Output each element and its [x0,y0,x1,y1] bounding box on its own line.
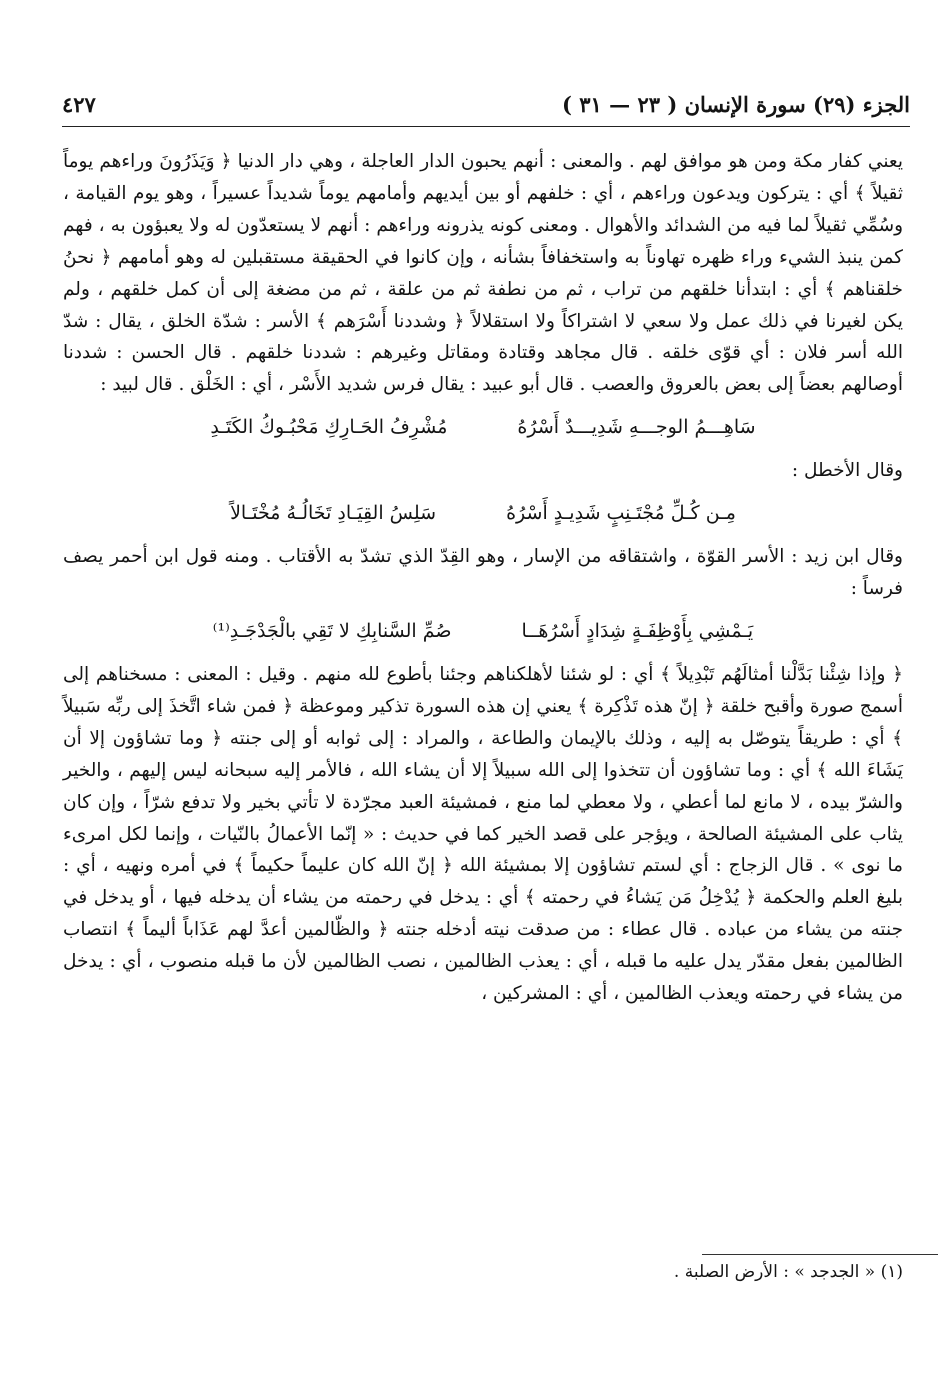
paragraph-3: ﴿ وإذا شِئْنا بَدَّلْنا أمثالَهُم تَبْدِيلاً ﴾ أي : لو شئنا لأهلكناهم وجئنا بأطوع لله منهم . وقيل : المعنى : مسخناهم إلى أسمج صورة وأقبح خلقة ﴿ إنّ هذه تَذْكِرة ﴾ يعني إن هذه السورة تذكير وموعظة ﴿ فمن شاء اتَّخذَ إلى ربِّه سَبيلاً ﴾ أي : طريقاً يتوصّل به إليه ، وذلك بالإيمان والطاعة ، والمراد : إلى ثوابه أو إلى جنته ﴿ وما تشاؤون إلا أن يَشَاءَ الله ﴾ أي : وما تشاؤون أن تتخذوا إلى الله سبيلاً إلا أن يشاء الله ، فالأمر إليه سبحانه ليس إليهم ، والخير والشرّ بيده ، لا مانع لما أعطي ، ولا معطي لما منع ، فمشيئة العبد مجرّدة لا تأتي بخير ولا تدفع شرّاً ، وإن كان يثاب على المشيئة الصالحة ، ويؤجر على قصد الخير كما في حديث : « إنّما الأعمالُ بالنّيات ، وإنما لكل امرىء ما نوى » . قال الزجاج : أي لستم تشاؤون إلا بمشيئة الله ﴿ إنّ الله كان عليماً حكيماً ﴾ في أمره ونهيه ، أي : بليغ العلم والحكمة ﴿ يُدْخِلُ مَن يَشاءُ في رحمته ﴾ أي : يدخل في رحمته من يشاء أن يدخله فيها ، أو يدخل في جنته من يشاء من عباده . قال عطاء : من صدقت نيته أدخله جنته ﴿ والظّالمين أعدَّ لهم عَذَاباً أليماً ﴾ انتصاب الظالمين بفعل مقدّر يدل عليه ما قبله ، أي : يعذب الظالمين ، نصب الظالمين لأن ما قبله منصوب ، أي : يدخل من يشاء في رحمته ويعذب الظالمين ، أي : المشركين ، [63,663,903,1005]
poem-hemistich-left: سَلِسُ القِيَـادِ تَخَالُـهُ مُخْتَـالاً [230,502,437,525]
page-number: ٤٢٧ [62,92,96,117]
paragraph-2: وقال ابن زيد : الأسر القوّة ، واشتقاقه من الإسار ، وهو القِدّ الذي تشدّ به الأقتاب . ومنه قول ابن أحمر يصف فرساً : [63,546,903,600]
poem-hemistich-left: صُمِّ السَّنابِكِ لا تَقِي بالْجَدْجَـدِ⁽¹⁾ [212,619,452,642]
poem-intro-akhtal: وقال الأخطل : [791,460,903,482]
poem-verse-labid [63,411,903,443]
paragraph-1: يعني كفار مكة ومن هو موافق لهم . والمعنى : أنهم يحبون الدار العاجلة ، وهي دار الدنيا ﴿ وَيَذَرُونَ وراءهم يوماً ثقيلاً ﴾ أي : يتركون ويدعون وراءهم ، أي : خلفهم أو بين أيديهم وأمامهم يوماً شديداً عسيراً ، وهو يوم القيامة ، وسُمِّي ثقيلاً لما فيه من الشدائد والأهوال . ومعنى كونه يذرونه وراءهم : أنهم لا يستعدّون له ولا يعبؤون به ، فهم كمن ينبذ الشيء وراء ظهره تهاوناً به واستخفافاً بشأنه ، وإن كانوا في الحقيقة مستقبلين له وهو أمامهم ﴿ نحنُ خلقناهم ﴾ أي : ابتدأنا خلقهم من تراب ، ثم من نطفة ثم من علقة ، ثم من مضغة إلى أن كمل خلقهم ، ولم يكن لغيرنا في ذلك عمل ولا سعي لا اشتراكاً ولا استقلالاً ﴿ وشددنا أَسْرَهم ﴾ الأسر : شدّة الخلق ، يقال : شدّ الله أسر فلان : أي قوّى خلقه . قال مجاهد وقتادة ومقاتل وغيرهم : شددنا خلقهم . قال الحسن : شددنا أوصالهم بعضاً إلى بعض بالعروق والعصب . قال أبو عبيد : يقال فرس شديد الأَسْر ، أي : الخَلْق . قال لبيد : [63,151,903,396]
running-title: الجزء (٢٩) سورة الإنسان ( ٢٣ — ٣١ ) [562,92,910,117]
poem-hemistich-right: مِـن كُـلِّ مُجْتَـنِبٍ شَدِيـدٍ أَسْرُهُ [506,502,736,525]
footnote-divider [702,1254,938,1255]
poem-hemistich-left: مُشْرِفُ الحَـارِكِ مَحْبُـوكُ الكَتَـدِ [210,416,448,439]
poem-verse-akhtal [63,497,903,529]
page-header [62,86,910,127]
footnote: (١) « الجدجد » : الأرض الصلبة . [673,1262,903,1282]
poem-hemistich-right: يَـمْشِي بِأَوْظِفَـةٍ شِدَادٍ أَسْرُهَــا [521,619,754,642]
body-text [63,146,903,1010]
poem-verse-ibn-ahmar [63,615,903,647]
poem-hemistich-right: سَاهِـــمُ الوجـــهِ شَدِيـــدٌ أَسْرُهُ [517,416,756,439]
